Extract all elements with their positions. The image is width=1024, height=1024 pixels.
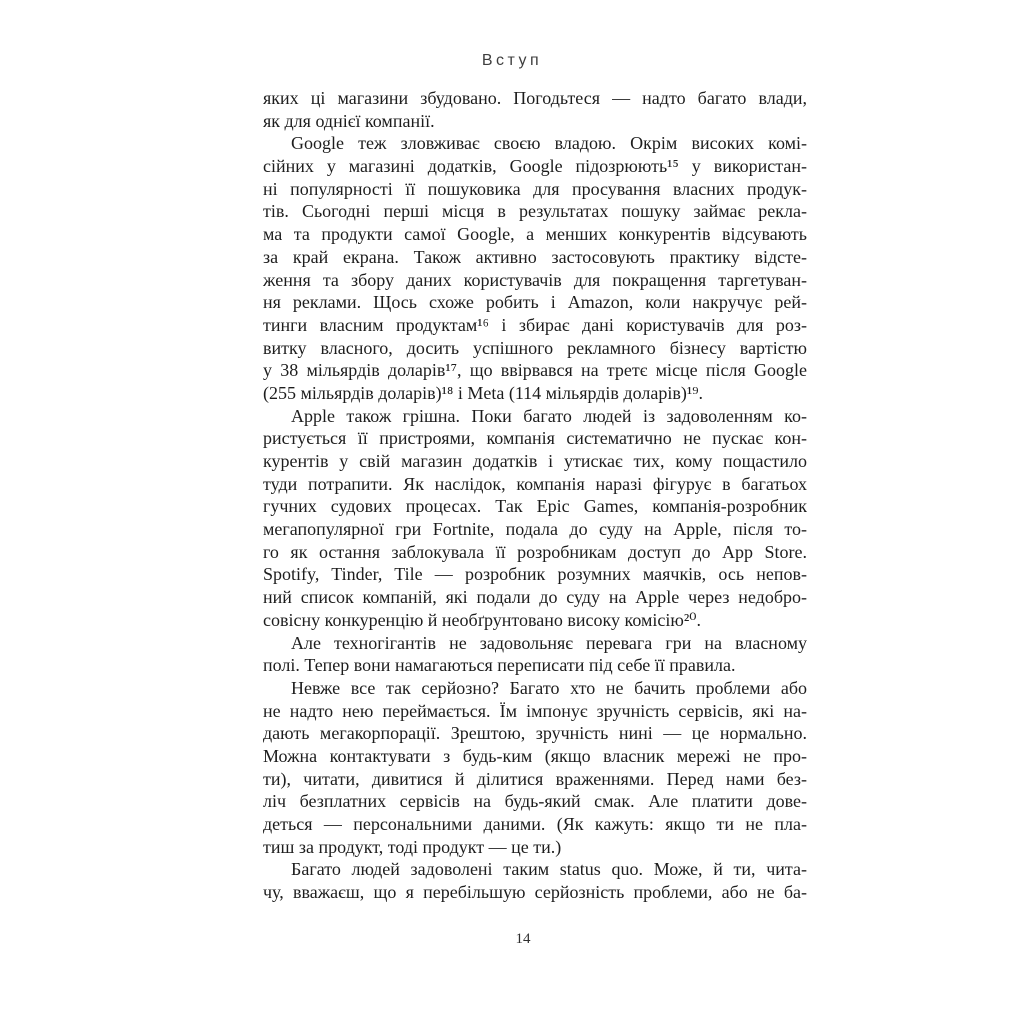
body-line: Google теж зловживає своєю владою. Окрім високих комі- [291, 133, 807, 154]
body-line: го як остання заблокувала її розробникам доступ до App Store. [263, 541, 807, 562]
body-line: чу, вважаєш, що я перебільшую серйозність проблеми, або не ба- [263, 882, 807, 903]
body-line: (255 мільярдів доларів)¹⁸ і Meta (114 мільярдів доларів)¹⁹. [263, 382, 703, 403]
body-line: ліч безплатних сервісів на будь-який смак. Але платити дове- [263, 791, 807, 812]
body-line: ня реклами. Щось схоже робить і Amazon, коли накручує рей- [263, 292, 807, 313]
body-line: тиш за продукт, тоді продукт — це ти.) [263, 836, 562, 857]
body-line: дають мегакорпорації. Зрештою, зручність нині — це нормально. [263, 723, 807, 744]
body-line: Spotify, Tinder, Tile — розробник розумних маячків, ось непов- [263, 564, 807, 585]
body-line: витку власного, досить успішного рекламного бізнесу вартістю [263, 337, 807, 358]
body-line: яких ці магазини збудовано. Погодьтеся — надто багато влади, [263, 88, 807, 108]
page-body [263, 87, 807, 904]
body-line: Apple також грішна. Поки багато людей із задоволенням ко- [291, 405, 807, 426]
body-line: тів. Сьогодні перші місця в результатах пошуку займає рекла- [263, 201, 807, 222]
body-line: совісну конкуренцію й необґрунтовано високу комісію²⁰. [263, 609, 701, 630]
body-line: гучних судових процесах. Так Epic Games, компанія-розробник [263, 496, 807, 517]
body-line: курентів у свій магазин додатків і утискає тих, кому пощастило [263, 451, 807, 471]
body-line: ний список компаній, які подали до суду на Apple через недобро- [263, 587, 807, 608]
body-line: не надто нею переймається. Їм імпонує зручність сервісів, які на- [263, 700, 807, 721]
body-line: у 38 мільярдів доларів¹⁷, що ввірвався на третє місце після Google [263, 360, 807, 381]
body-line: ма та продукти самої Google, а менших конкурентів відсувають [263, 224, 807, 245]
body-line: полі. Тепер вони намагаються переписати під себе її правила. [263, 655, 736, 676]
body-line: ні популярності її пошуковика для просування власних продук- [263, 178, 807, 199]
body-line: мегапопулярної гри Fortnite, подала до суду на Apple, після то- [263, 519, 807, 540]
body-line: як для однієї компанії. [263, 110, 435, 131]
body-line: ження та збору даних користувачів для покращення таргетуван- [263, 269, 807, 290]
running-head: Вступ [481, 52, 543, 69]
body-line: туди потрапити. Як наслідок, компанія наразі фігурує в багатьох [263, 473, 807, 494]
body-line: Але техногігантів не задовольняє перевага гри на власному [291, 632, 807, 653]
body-line: Багато людей задоволені таким status quo. Може, й ти, чита- [291, 859, 807, 880]
body-line: сійних у магазині додатків, Google підозрюють¹⁵ у використан- [263, 156, 807, 177]
body-line: Можна контактувати з будь-ким (якщо власник мережі не про- [263, 745, 807, 766]
body-line: ристується її пристроями, компанія систематично не пускає кон- [263, 428, 807, 449]
page-number: 14 [515, 931, 531, 947]
body-line: Невже все так серйозно? Багато хто не бачить проблеми або [291, 677, 807, 698]
body-line: деться — персональними даними. (Як кажуть: якщо ти не пла- [263, 814, 807, 834]
body-line: тинги власним продуктам¹⁶ і збирає дані користувачів для роз- [263, 314, 807, 335]
body-line: за край екрана. Також активно застосовують практику відсте- [263, 246, 807, 267]
body-line: ти), читати, дивитися й ділитися враженнями. Перед нами без- [263, 768, 807, 789]
